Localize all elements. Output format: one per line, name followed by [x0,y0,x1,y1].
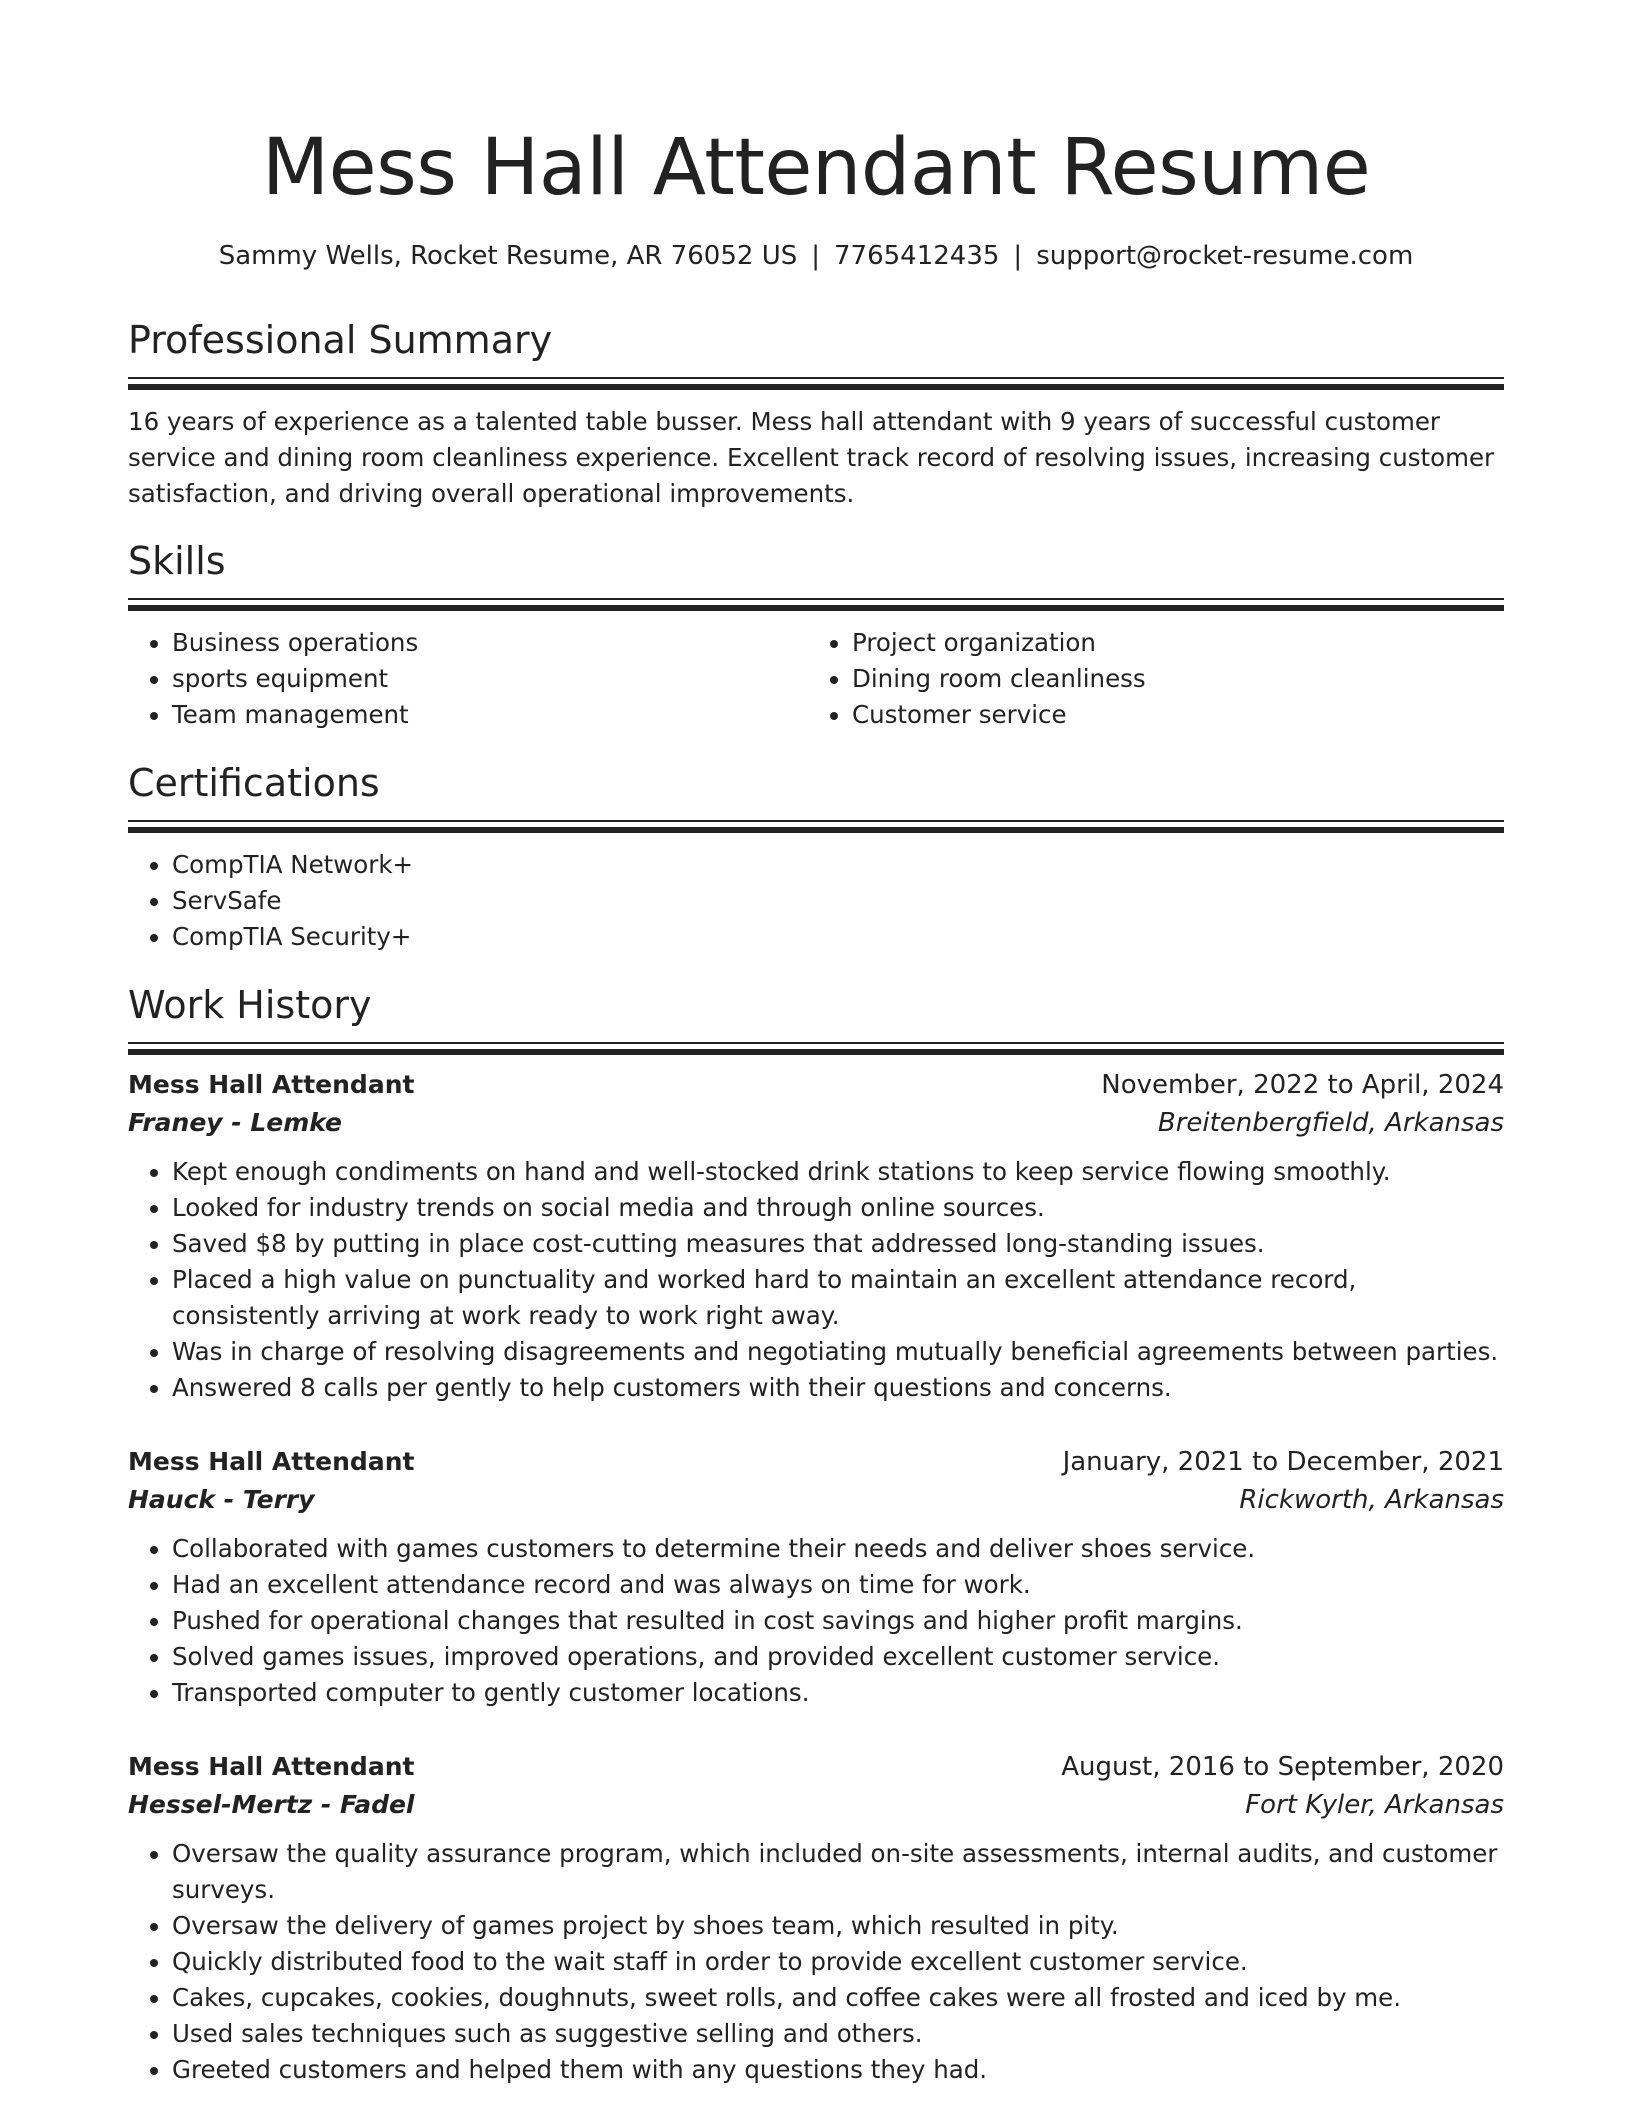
contact-email: support@rocket-resume.com [1036,241,1414,271]
job-bullets [128,1531,1504,1711]
job-bullet: • Had an excellent attendance record and was always on time for work. [172,1567,1504,1603]
section-divider [128,377,1504,390]
certification-item: • ServSafe [172,883,1504,919]
skill-item: • Customer service [852,697,1488,733]
job-dates: August, 2016 to September, 2020 [1061,1752,1504,1782]
summary-section [128,315,1504,512]
job-entry [128,1748,1504,2088]
job-dates: November, 2022 to April, 2024 [1101,1070,1504,1100]
contact-separator: | [1013,241,1023,271]
certifications-section [128,758,1504,955]
job-dates: January, 2021 to December, 2021 [1062,1447,1504,1477]
contact-phone: 7765412435 [834,241,1000,271]
job-bullet: • Placed a high value on punctuality and worked hard to maintain an excellent attendance record, consistently arriving at work ready to work right away. [172,1262,1504,1334]
job-bullet: • Kept enough condiments on hand and well-stocked drink stations to keep service flowing smoothly. [172,1154,1504,1190]
job-bullet: • Greeted customers and helped them with any questions they had. [172,2052,1504,2088]
contact-line [128,238,1504,274]
skills-column-left [128,625,808,733]
certifications-heading: Certifications [128,761,380,805]
skill-item: • Team management [172,697,808,733]
job-bullet: • Collaborated with games customers to determine their needs and deliver shoes service. [172,1531,1504,1567]
contact-address: Sammy Wells, Rocket Resume, AR 76052 US [218,241,798,271]
skill-item: • Business operations [172,625,808,661]
job-entry [128,1066,1504,1406]
skill-item: • Dining room cleanliness [852,661,1488,697]
job-company: Franey - Lemke [128,1108,342,1137]
job-bullet: • Pushed for operational changes that resulted in cost savings and higher profit margins. [172,1603,1504,1639]
skill-item: • sports equipment [172,661,808,697]
contact-separator: | [811,241,820,271]
section-divider [128,820,1504,833]
job-bullets [128,1154,1504,1406]
job-title: Mess Hall Attendant [128,1752,415,1781]
job-bullet: • Used sales techniques such as suggestive selling and others. [172,2016,1504,2052]
job-bullet: • Solved games issues, improved operations, and provided excellent customer service. [172,1639,1504,1675]
job-bullet: • Transported computer to gently customer locations. [172,1675,1504,1711]
job-bullet: • Was in charge of resolving disagreements and negotiating mutually beneficial agreements between parties. [172,1334,1504,1370]
work-history-section [128,980,1504,1055]
summary-text: 16 years of experience as a talented table busser. Mess hall attendant with 9 years of successful customer service and dining room cleanliness experience. Excellent track record of resolving issues, increasing customer satisfaction, and driving overall operational improvements. [128,407,1495,508]
job-bullet: • Oversaw the quality assurance program, which included on-site assessments, internal audits, and customer surveys. [172,1836,1504,1908]
job-location: Fort Kyler, Arkansas [1245,1790,1504,1820]
certification-item: • CompTIA Security+ [172,919,1504,955]
summary-heading: Professional Summary [128,318,553,362]
job-location: Rickworth, Arkansas [1239,1485,1504,1515]
skills-list [128,625,1504,733]
job-location: Breitenbergfield, Arkansas [1157,1108,1504,1138]
job-bullet: • Oversaw the delivery of games project by shoes team, which resulted in pity. [172,1908,1504,1944]
section-divider [128,1042,1504,1055]
job-bullets [128,1836,1504,2088]
job-company: Hessel-Mertz - Fadel [128,1790,415,1819]
page-title: Mess Hall Attendant Resume [261,123,1371,213]
skill-item: • Project organization [852,625,1488,661]
job-entry [128,1443,1504,1711]
job-bullet: • Looked for industry trends on social media and through online sources. [172,1190,1504,1226]
job-title: Mess Hall Attendant [128,1447,415,1476]
job-bullet: • Quickly distributed food to the wait staff in order to provide excellent customer service. [172,1944,1504,1980]
skills-section [128,536,1504,733]
job-bullet: • Saved $8 by putting in place cost-cutting measures that addressed long-standing issues. [172,1226,1504,1262]
certifications-list [128,847,1504,955]
job-company: Hauck - Terry [128,1485,315,1514]
work-history-heading: Work History [128,983,372,1027]
skills-column-right [808,625,1488,733]
section-divider [128,598,1504,611]
certification-item: • CompTIA Network+ [172,847,1504,883]
resume-page [128,0,1504,2112]
job-title: Mess Hall Attendant [128,1070,415,1099]
job-bullet: • Cakes, cupcakes, cookies, doughnuts, sweet rolls, and coffee cakes were all frosted and iced by me. [172,1980,1504,2016]
skills-heading: Skills [128,539,226,583]
job-bullet: • Answered 8 calls per gently to help customers with their questions and concerns. [172,1370,1504,1406]
